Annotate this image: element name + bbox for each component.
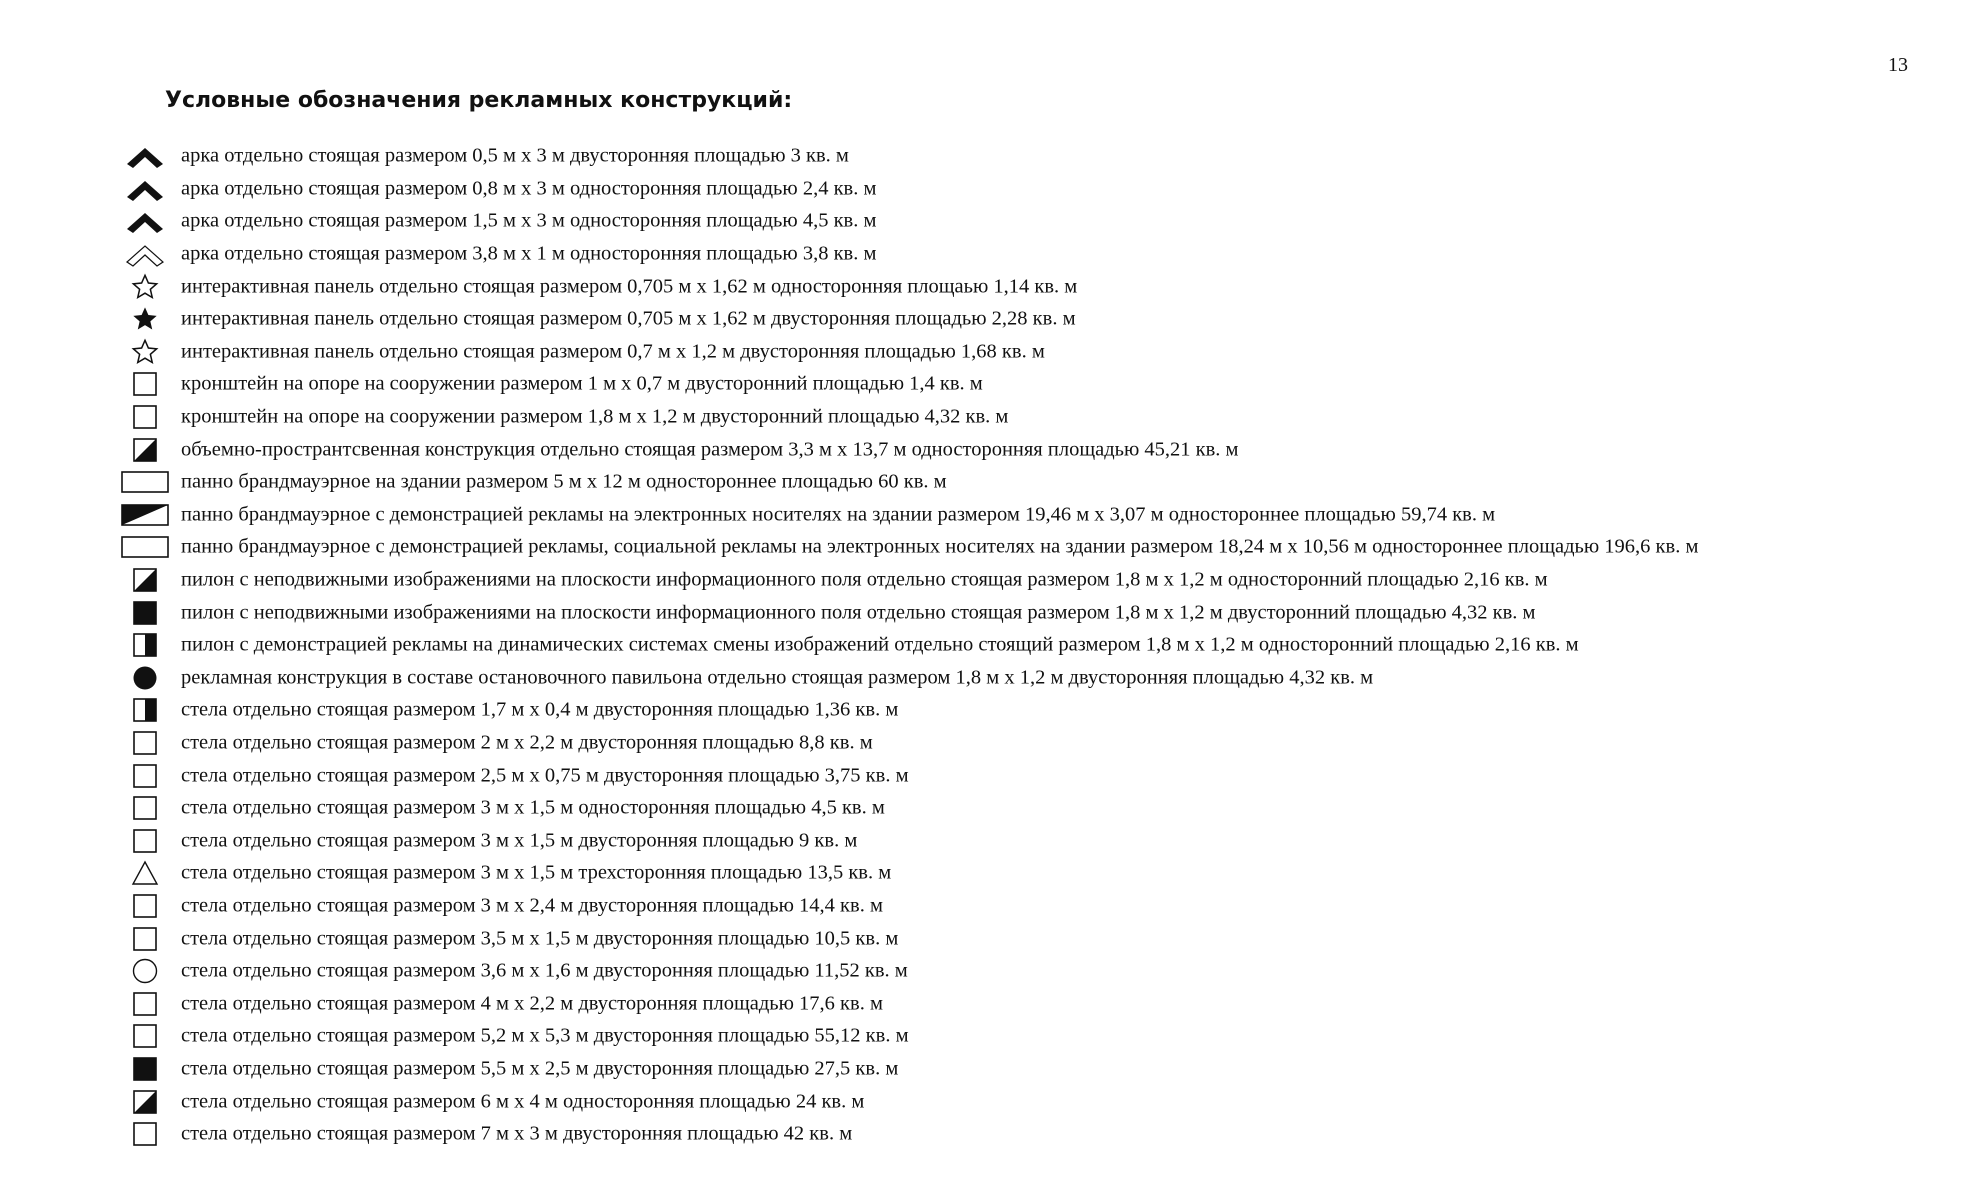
square-outline-icon	[110, 368, 180, 400]
square-filled-icon	[110, 1053, 180, 1085]
legend-item	[0, 173, 1976, 206]
legend-item-text: стела отдельно стоящая размером 7 м х 3 м двусторонняя площадью 42 кв. м	[181, 1122, 853, 1145]
circle-filled-icon	[110, 662, 180, 694]
legend-item	[0, 792, 1976, 825]
legend-item-text: кронштейн на опоре на сооружении размером 1,8 м х 1,2 м двусторонний площадью 4,32 кв. м	[181, 405, 1009, 428]
legend-item-text: стела отдельно стоящая размером 1,7 м х 0,4 м двусторонняя площадью 1,36 кв. м	[181, 698, 899, 721]
square-outline-icon	[110, 792, 180, 824]
legend-item	[0, 857, 1976, 890]
legend-item-text: рекламная конструкция в составе остановочного павильона отдельно стоящая размером 1,8 м х 1,2 м двусторонняя площадью 4,32 кв. м	[181, 666, 1374, 689]
legend-item-text: интерактивная панель отдельно стоящая размером 0,705 м х 1,62 м двусторонняя площадью 2,28 кв. м	[181, 307, 1076, 330]
wide-rect-outline-icon	[110, 531, 180, 563]
square-outline-icon	[110, 890, 180, 922]
square-filled-icon	[110, 597, 180, 629]
legend-item-text: стела отдельно стоящая размером 3 м х 1,5 м двусторонняя площадью 9 кв. м	[181, 829, 858, 852]
legend-item	[0, 1085, 1976, 1118]
square-outline-icon	[110, 760, 180, 792]
legend-item	[0, 140, 1976, 173]
star-outline-icon	[110, 271, 180, 303]
legend-item	[0, 531, 1976, 564]
square-diagonal-half-icon	[110, 564, 180, 596]
square-diagonal-half-icon	[110, 434, 180, 466]
legend-item-text: стела отдельно стоящая размером 3 м х 1,5 м трехсторонняя площадью 13,5 кв. м	[181, 861, 892, 884]
legend-item	[0, 1053, 1976, 1086]
legend-item-text: кронштейн на опоре на сооружении размером 1 м х 0,7 м двусторонний площадью 1,4 кв. м	[181, 372, 983, 395]
legend-item-text: стела отдельно стоящая размером 3,6 м х 1,6 м двусторонняя площадью 11,52 кв. м	[181, 959, 908, 982]
legend-item-text: интерактивная панель отдельно стоящая размером 0,7 м х 1,2 м двусторонняя площадью 1,68 кв. м	[181, 340, 1045, 363]
legend-item	[0, 955, 1976, 988]
chevron-solid-icon	[110, 205, 180, 237]
legend-item	[0, 824, 1976, 857]
square-outline-icon	[110, 988, 180, 1020]
legend-item-text: стела отдельно стоящая размером 3,5 м х 1,5 м двусторонняя площадью 10,5 кв. м	[181, 927, 899, 950]
legend-item	[0, 694, 1976, 727]
legend-item	[0, 890, 1976, 923]
wide-rect-diagonal-half-icon	[110, 499, 180, 531]
square-diagonal-half-icon	[110, 1086, 180, 1118]
legend-item-text: стела отдельно стоящая размером 2,5 м х 0,75 м двусторонняя площадью 3,75 кв. м	[181, 764, 909, 787]
circle-outline-icon	[110, 955, 180, 987]
legend-item	[0, 401, 1976, 434]
legend-item-text: стела отдельно стоящая размером 5,2 м х 5,3 м двусторонняя площадью 55,12 кв. м	[181, 1024, 909, 1047]
legend-item	[0, 987, 1976, 1020]
legend-item	[0, 368, 1976, 401]
chevron-outline-icon	[110, 238, 180, 270]
legend-item-text: панно брандмауэрное с демонстрацией рекламы, социальной рекламы на электронных носителях на здании размером 18,24 м х 10,56 м одностороннее площадью 196,6 кв. м	[181, 535, 1699, 558]
page-number: 13	[1888, 54, 1908, 76]
wide-rect-outline-icon	[110, 466, 180, 498]
legend-item	[0, 629, 1976, 662]
legend-list	[0, 140, 1976, 1150]
square-outline-icon	[110, 727, 180, 759]
triangle-outline-icon	[110, 857, 180, 889]
legend-item-text: арка отдельно стоящая размером 3,8 м х 1 м односторонняя площадью 3,8 кв. м	[181, 242, 877, 265]
legend-item-text: арка отдельно стоящая размером 0,8 м х 3 м односторонняя площадью 2,4 кв. м	[181, 177, 877, 200]
legend-item-text: пилон с неподвижными изображениями на плоскости информационного поля отдельно стоящая размером 1,8 м х 1,2 м двусторонний площадью 4,32 кв. м	[181, 601, 1536, 624]
legend-item	[0, 270, 1976, 303]
square-vertical-half-icon	[110, 694, 180, 726]
legend-item	[0, 336, 1976, 369]
legend-item	[0, 662, 1976, 695]
legend-item-text: пилон с неподвижными изображениями на плоскости информационного поля отдельно стоящая размером 1,8 м х 1,2 м односторонний площадью 2,16 кв. м	[181, 568, 1548, 591]
legend-item	[0, 922, 1976, 955]
legend-item-text: стела отдельно стоящая размером 6 м х 4 м односторонняя площадью 24 кв. м	[181, 1090, 865, 1113]
square-outline-icon	[110, 1020, 180, 1052]
legend-item-text: панно брандмауэрное на здании размером 5 м х 12 м одностороннее площадью 60 кв. м	[181, 470, 947, 493]
legend-item	[0, 1020, 1976, 1053]
legend-item	[0, 205, 1976, 238]
square-outline-icon	[110, 923, 180, 955]
legend-item	[0, 433, 1976, 466]
square-vertical-half-icon	[110, 629, 180, 661]
legend-item-text: стела отдельно стоящая размером 5,5 м х 2,5 м двусторонняя площадью 27,5 кв. м	[181, 1057, 899, 1080]
legend-item-text: пилон с демонстрацией рекламы на динамических системах смены изображений отдельно стоящий размером 1,8 м х 1,2 м односторонний площадью 2,16 кв. м	[181, 633, 1579, 656]
legend-item-text: объемно-пространтсвенная конструкция отдельно стоящая размером 3,3 м х 13,7 м односторонняя площадью 45,21 кв. м	[181, 438, 1239, 461]
legend-item-text: стела отдельно стоящая размером 2 м х 2,2 м двусторонняя площадью 8,8 кв. м	[181, 731, 873, 754]
legend-item-text: панно брандмауэрное с демонстрацией рекламы на электронных носителях на здании размером 19,46 м х 3,07 м одностороннее площадью 59,74 кв. м	[181, 503, 1496, 526]
legend-item	[0, 303, 1976, 336]
square-outline-icon	[110, 1118, 180, 1150]
square-outline-icon	[110, 825, 180, 857]
star-outline-icon	[110, 336, 180, 368]
legend-item-text: стела отдельно стоящая размером 4 м х 2,2 м двусторонняя площадью 17,6 кв. м	[181, 992, 883, 1015]
legend-item	[0, 499, 1976, 532]
legend-title: Условные обозначения рекламных конструкций:	[165, 88, 793, 113]
legend-item	[0, 238, 1976, 271]
square-outline-icon	[110, 401, 180, 433]
legend-item	[0, 759, 1976, 792]
legend-item-text: арка отдельно стоящая размером 0,5 м х 3 м двусторонняя площадью 3 кв. м	[181, 144, 849, 167]
legend-item	[0, 727, 1976, 760]
legend-item	[0, 596, 1976, 629]
legend-item	[0, 466, 1976, 499]
legend-item-text: стела отдельно стоящая размером 3 м х 1,5 м односторонняя площадью 4,5 кв. м	[181, 796, 885, 819]
legend-item	[0, 1118, 1976, 1151]
legend-item	[0, 564, 1976, 597]
chevron-solid-icon	[110, 173, 180, 205]
star-filled-icon	[110, 303, 180, 335]
legend-item-text: стела отдельно стоящая размером 3 м х 2,4 м двусторонняя площадью 14,4 кв. м	[181, 894, 883, 917]
legend-item-text: арка отдельно стоящая размером 1,5 м х 3 м односторонняя площадью 4,5 кв. м	[181, 209, 877, 232]
chevron-solid-icon	[110, 140, 180, 172]
legend-item-text: интерактивная панель отдельно стоящая размером 0,705 м х 1,62 м односторонняя площаью 1,14 кв. м	[181, 275, 1078, 298]
